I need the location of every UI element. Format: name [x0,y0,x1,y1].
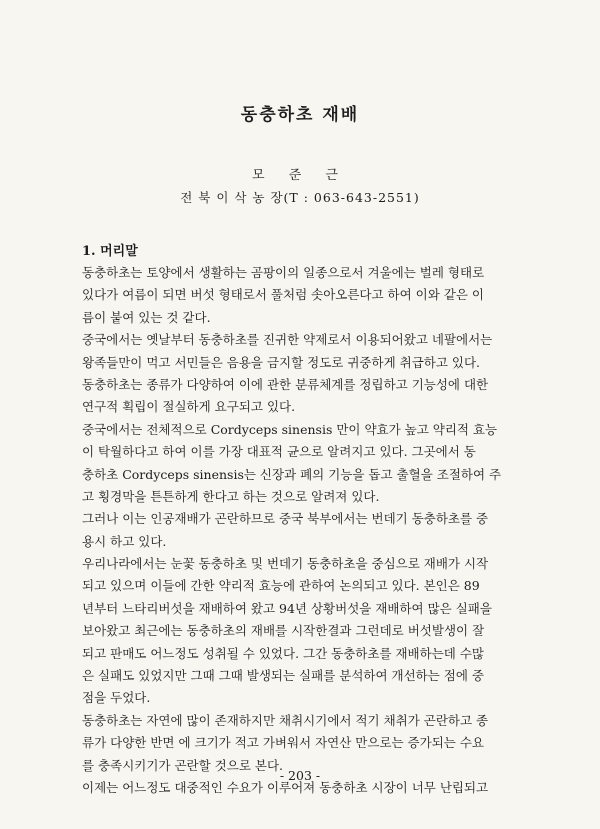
text-line: 중국에서는 전체적으로 Cordyceps sinensis 만이 약효가 높고 약리적 효능 [82,421,498,437]
body-text [82,262,532,799]
text-line: 은 실패도 있었지만 그때 그때 발생되는 실패를 분석하여 개선하는 점에 중 [82,668,484,684]
text-line: 되고 있으며 이들에 간한 약리적 효능에 관하여 논의되고 있다. 본인은 89 [82,578,480,594]
text-line: 동충하초는 토양에서 생활하는 곰팡이의 일종으로서 겨울에는 벌레 형태로 [82,265,485,280]
text-line: 우리나라에서는 눈꽃 동충하초 및 번데기 동충하초을 중심으로 재배가 시작 [82,556,489,572]
text-line: 를 충족시키기가 곤란할 것으로 본다. [82,757,283,773]
page-number: - 203 - [279,768,321,783]
text-line: 동충하초는 종류가 다양하여 이에 관한 분류체계를 정립하고 기능성에 대한 [82,376,489,392]
author-name: 모 준 근 [252,168,348,183]
text-line: 충하초 Cordyceps sinensis는 신장과 폐의 기능을 돕고 출혈을 조절하여 주 [82,466,502,482]
text-line: 왕족들만이 먹고 서민들은 음용을 금지할 정도로 귀중하게 취급하고 있다. [82,354,481,370]
document-title: 동충하초 재배 [240,105,360,125]
text-line: 년부터 느타리버섯을 재배하여 왔고 94년 상황버섯을 재배하여 많은 실패을 [82,600,492,616]
text-line: 이제는 어느정도 대중적인 수요가 이루어져 동충하초 시장이 너무 난립되고 [82,779,489,795]
text-line: 중국에서는 옛날부터 동충하초를 진귀한 약제로서 이용되어왔고 네팔에서는 [82,332,493,348]
section-heading: 1. 머리말 [82,244,138,259]
text-line: 이 탁월하다고 하여 이를 가장 대표적 균으로 알려지고 있다. 그곳에서 동 [82,444,476,460]
text-line: 그러나 이는 인공재배가 곤란하므로 중국 북부에서는 번데기 동충하초를 중 [82,511,489,527]
text-line: 류가 다양한 반면 에 크기가 적고 가벼워서 자연산 만으로는 증가되는 수요 [82,735,484,751]
text-line: 동충하초는 자연에 많이 존재하지만 채취시기에서 적기 채취가 곤란하고 종 [82,712,489,728]
text-line: 고 횡경막을 튼튼하게 한다고 하는 것으로 알려져 있다. [82,488,380,504]
text-line: 있다가 여름이 되면 버섯 형태로서 풀처럼 솟아오른다고 하여 이와 같은 이 [82,287,484,303]
text-line: 보아왔고 최근에는 동충하초의 재배를 시작한결과 그런데로 버섯발생이 잘 [82,623,485,639]
text-line: 연구적 획립이 절실하게 요구되고 있다. [82,399,296,415]
text-line: 점을 두었다. [82,690,151,706]
text-line: 름이 붙여 있는 것 같다. [82,309,211,325]
text-line: 용시 하고 있다. [82,533,167,549]
author-affiliation: 전 북 이 삭 농 장(T : 063-643-2551) [180,190,420,205]
text-line: 되고 판매도 어느정도 성취될 수 있었다. 그간 동충하초를 재배하는데 수많 [82,645,484,661]
